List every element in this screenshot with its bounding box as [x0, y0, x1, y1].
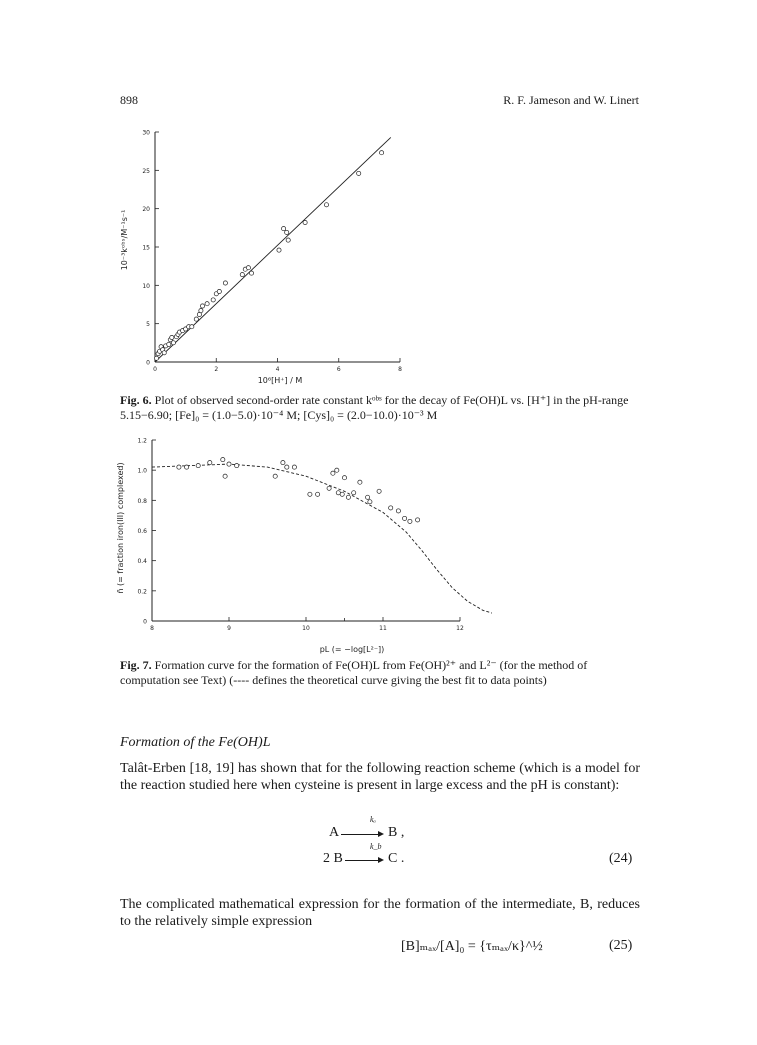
figure-7-chart	[112, 428, 492, 656]
fig7-data-point	[331, 471, 335, 475]
fig6-data-point	[205, 302, 209, 306]
fig6-y-tick-label: 20	[142, 206, 150, 214]
fig7-data-point	[416, 518, 420, 522]
figure-6-caption	[120, 393, 640, 423]
eq24-2b: 2 B	[323, 851, 343, 866]
fig6-data-point	[170, 335, 174, 339]
fig6-data-point	[167, 342, 171, 346]
eq24-b: B ,	[388, 825, 405, 840]
fig7-data-point	[377, 489, 381, 493]
fig6-x-ticks	[153, 358, 402, 373]
eq24-number: (24)	[609, 851, 633, 866]
fig7-data-point	[352, 491, 356, 495]
fig6-y-tick-label: 25	[142, 167, 150, 175]
fig6-data-point	[240, 273, 244, 277]
fig6-data-point	[249, 271, 253, 275]
fig7-data-point	[292, 465, 296, 469]
fig7-x-ticks	[150, 617, 464, 632]
fig7-data-point	[368, 500, 372, 504]
fig7-data-point	[366, 495, 370, 499]
fig6-data-point	[171, 341, 175, 345]
fig6-data-point	[194, 317, 198, 321]
fig6-y-tick-label: 30	[142, 129, 150, 137]
page-number: 898	[120, 93, 138, 107]
fig6-data-point	[190, 325, 194, 329]
fig6-data-point	[162, 351, 166, 355]
running-head: R. F. Jameson and W. Linert	[503, 93, 639, 107]
fig7-y-tick-label: 0.8	[137, 497, 147, 505]
fig6-data-point	[217, 289, 221, 293]
fig6-caption-label: Fig. 6.	[120, 393, 152, 407]
eq24-a: A	[329, 825, 340, 840]
fig6-data-point	[211, 298, 215, 302]
fig6-y-tick-label: 0	[146, 359, 150, 367]
fig7-fit-curve	[152, 464, 492, 615]
fig7-data-point	[316, 492, 320, 496]
fig7-x-tick-label: 11	[379, 625, 387, 632]
fig7-y-tick-label: 0.4	[137, 558, 147, 566]
fig6-data-point	[277, 248, 281, 252]
fig7-data-point	[273, 474, 277, 478]
fig7-caption-label: Fig. 7.	[120, 658, 152, 672]
fig6-caption-text: Plot of observed second-order rate constant kᵒᵇˢ for the decay of Fe(OH)L vs. [H⁺] in the pH-range 5.15−6.90; [Fe]₀ = (1.0−5.0)·10⁻⁴ M; [Cys]₀ = (2.0−10.0)·10⁻³ M	[120, 393, 629, 422]
fig7-x-tick-label: 10	[302, 625, 310, 632]
figure-6-chart	[115, 120, 415, 390]
eq24-arrow-1	[341, 834, 379, 835]
body-paragraph-1: Talât-Erben [18, 19] has shown that for the following reaction scheme (which is a model for the reaction studied here when cysteine is present in large excess and the pH is constant):	[120, 761, 640, 793]
fig7-y-tick-label: 1.0	[137, 467, 147, 475]
eq24-arrow-1-head	[378, 831, 384, 837]
eq24-arrow-2-head	[378, 857, 384, 863]
fig6-data-point	[200, 304, 204, 308]
fig6-data-points	[154, 151, 383, 361]
fig7-x-tick-label: 12	[456, 625, 464, 632]
fig7-data-point	[408, 519, 412, 523]
fig7-data-point	[281, 461, 285, 465]
fig7-data-point	[389, 506, 393, 510]
eq24-ka: kₐ	[370, 815, 376, 824]
eq25: [B]ₘₐₓ/[A]₀ = {τₘₐₓ/κ}^½	[401, 939, 543, 954]
fig7-data-point	[227, 462, 231, 466]
fig7-data-point	[342, 476, 346, 480]
fig7-data-point	[403, 516, 407, 520]
fig7-y-axis-label: n̄ (= fraction iron(III) complexed)	[116, 462, 125, 594]
fig7-data-point	[223, 474, 227, 478]
fig6-data-point	[282, 227, 286, 231]
figure-7-caption	[120, 658, 640, 688]
fig7-fit-path	[152, 464, 492, 615]
fig6-y-axis-label: 10⁻³kᵒᵇˢ/M⁻¹s⁻¹	[120, 209, 129, 271]
fig6-y-tick-label: 5	[146, 321, 150, 329]
fig7-data-points	[177, 458, 420, 524]
eq24-kb: k_b	[370, 842, 382, 851]
fig6-x-tick-label: 8	[398, 366, 402, 373]
fig7-y-tick-label: 0.6	[137, 528, 147, 535]
fig6-data-point	[357, 171, 361, 175]
fig6-x-axis-label: 10⁶[H⁺] / M	[257, 376, 303, 385]
fig7-data-point	[285, 465, 289, 469]
fig6-data-point	[223, 281, 227, 285]
fig7-data-point	[235, 464, 239, 468]
eq25-number: (25)	[609, 938, 633, 953]
fig7-x-tick-label: 9	[227, 625, 231, 632]
fig7-data-point	[340, 492, 344, 496]
fig7-caption-text: Formation curve for the formation of Fe(OH)L from Fe(OH)²⁺ and L²⁻ (for the method of computation see Text) (---- defines the theoretical curve giving the best fit to data points)	[120, 658, 588, 687]
fig7-data-point	[335, 468, 339, 472]
fig7-x-tick-label: 8	[150, 625, 154, 632]
fig6-y-tick-label: 10	[142, 282, 150, 290]
fig6-data-point	[303, 220, 307, 224]
body-paragraph-2: The complicated mathematical expression for the formation of the intermediate, B, reduces to the relatively simple expression	[120, 897, 640, 929]
fig6-data-point	[324, 203, 328, 207]
fig7-y-tick-label: 1.2	[137, 437, 147, 445]
fig7-data-point	[208, 461, 212, 465]
fig7-data-point	[177, 465, 181, 469]
fig7-data-point	[346, 495, 350, 499]
fig6-data-point	[154, 356, 158, 360]
fig6-data-point	[285, 230, 289, 234]
fig7-data-point	[358, 480, 362, 484]
fig7-data-point	[327, 486, 331, 490]
fig7-data-point	[308, 492, 312, 496]
fig6-x-tick-label: 6	[336, 366, 341, 373]
fig7-y-tick-label: 0	[143, 618, 147, 626]
fig7-data-point	[196, 464, 200, 468]
fig7-y-ticks	[137, 438, 156, 626]
fig6-x-tick-label: 2	[214, 366, 219, 373]
fig6-x-tick-label: 4	[275, 366, 280, 373]
fig7-y-tick-label: 0.2	[137, 588, 147, 596]
fig7-x-axis-label: pL (= −log[L²⁻])	[319, 645, 385, 654]
fig6-x-tick-label: 0	[153, 366, 157, 373]
fig6-data-point	[286, 238, 290, 242]
fig6-data-point	[246, 266, 250, 270]
eq24-arrow-2	[345, 860, 379, 861]
fig7-data-point	[221, 458, 225, 462]
eq24-c: C .	[388, 851, 405, 866]
fig6-data-point	[380, 151, 384, 155]
fig6-y-ticks	[142, 130, 159, 367]
section-heading: Formation of the Fe(OH)L	[120, 735, 271, 750]
fig6-data-point	[199, 309, 203, 313]
fig7-data-point	[185, 465, 189, 469]
fig7-data-point	[396, 509, 400, 513]
fig6-y-tick-label: 15	[142, 244, 150, 252]
